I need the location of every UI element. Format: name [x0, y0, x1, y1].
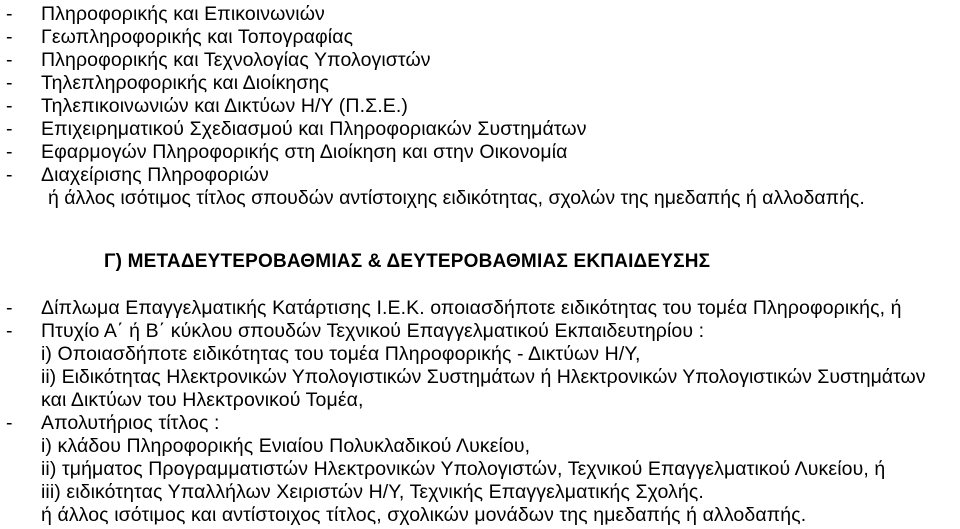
closing-text: ή άλλος ισότιμος τίτλος σπουδών αντίστοιχης ειδικότητας, σχολών της ημεδαπής ή αλλοδαπής.	[48, 187, 865, 209]
sub-item-text: iii) ειδικότητας Υπαλλήλων Χειριστών Η/Υ, Τεχνικής Επαγγελματικής Σχολής.	[41, 481, 704, 503]
sub-item-text: i) Οποιασδήποτε ειδικότητας του τομέα Πληροφορικής - Δικτύων Η/Υ,	[41, 343, 641, 365]
sub-item-text: ii) τμήματος Προγραμματιστών Ηλεκτρονικών Υπολογιστών, Τεχνικού Επαγγελματικού Λυκείου, ή	[41, 458, 886, 480]
list-item-text: Γεωπληροφορικής και Τοπογραφίας	[41, 26, 354, 48]
bullet-dash: -	[6, 164, 13, 186]
sub-item-text: ii) Ειδικότητας Ηλεκτρονικών Υπολογιστικών Συστημάτων ή Ηλεκτρονικών Υπολογιστικών Συστημάτων	[41, 366, 926, 388]
bullet-dash: -	[6, 26, 13, 48]
bullet-dash: -	[6, 49, 13, 71]
bullet-dash: -	[6, 141, 13, 163]
bullet-dash: -	[6, 95, 13, 117]
list-item-text: Δίπλωμα Επαγγελματικής Κατάρτισης Ι.Ε.Κ. οποιασδήποτε ειδικότητας του τομέα Πληροφορικής, ή	[41, 297, 902, 319]
list-item-text: Τηλεπληροφορικής και Διοίκησης	[41, 72, 329, 94]
bullet-dash: -	[6, 297, 13, 319]
bullet-dash: -	[6, 72, 13, 94]
bullet-dash: -	[6, 412, 13, 434]
bullet-dash: -	[6, 320, 13, 342]
list-item-text: Πληροφορικής και Τεχνολογίας Υπολογιστών	[41, 49, 431, 71]
list-item-text: Επιχειρηματικού Σχεδιασμού και Πληροφοριακών Συστημάτων	[41, 118, 587, 140]
list-item-text: Απολυτήριος τίτλος :	[41, 412, 220, 434]
bullet-dash: -	[6, 118, 13, 140]
sub-item-text: και Δικτύων του Ηλεκτρονικού Τομέα,	[41, 389, 364, 411]
list-item-text: Τηλεπικοινωνιών και Δικτύων Η/Υ (Π.Σ.Ε.)	[41, 95, 408, 117]
list-item-text: Πτυχίο Α΄ ή Β΄ κύκλου σπουδών Τεχνικού Επαγγελματικού Εκπαιδευτηρίου :	[41, 320, 705, 342]
list-item-text: Πληροφορικής και Επικοινωνιών	[41, 3, 325, 25]
sub-item-text: i) κλάδου Πληροφορικής Ενιαίου Πολυκλαδικού Λυκείου,	[41, 435, 531, 457]
list-item-text: Εφαρμογών Πληροφορικής στη Διοίκηση και στην Οικονομία	[41, 141, 568, 163]
bullet-dash: -	[6, 3, 13, 25]
section-heading: Γ) ΜΕΤΑΔΕΥΤΕΡΟΒΑΘΜΙΑΣ & ΔΕΥΤΕΡΟΒΑΘΜΙΑΣ ΕΚΠΑΙΔΕΥΣΗΣ	[104, 251, 711, 272]
list-item-text: Διαχείρισης Πληροφοριών	[41, 164, 269, 186]
closing-text: ή άλλος ισότιμος και αντίστοιχος τίτλος, σχολικών μονάδων της ημεδαπής ή αλλοδαπής.	[41, 504, 807, 526]
